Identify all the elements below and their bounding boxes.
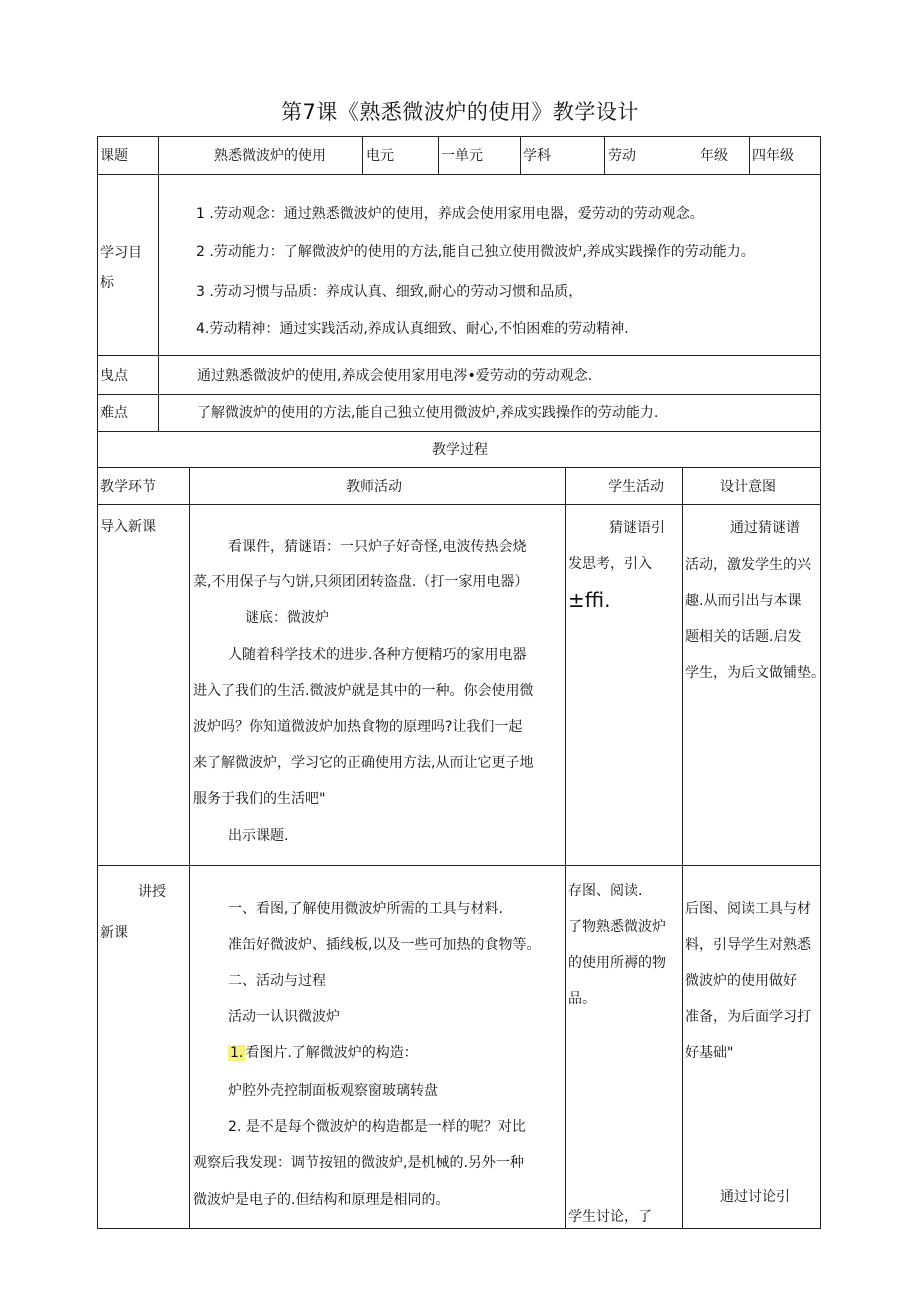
table-border-right	[820, 136, 821, 1229]
intro-teacher-line: 服务于我们的生活吧"	[193, 791, 326, 807]
teach-student-line: 的使用所褥的物	[568, 955, 666, 971]
teach-intent-line: 准备，为后面学习打	[685, 1009, 811, 1025]
difficulty-text: 了解微波炉的使用的方法,能自己独立使用微波炉,养成实践操作的劳动能力.	[197, 405, 659, 421]
col-divider	[158, 174, 159, 432]
highlighted-step-number: 1.	[230, 1045, 244, 1061]
row-divider	[97, 394, 821, 395]
intro-teacher-line: 波炉吗？你知道微波炉加热食物的原理吗?让我们一起	[193, 719, 523, 735]
row-divider	[97, 431, 821, 432]
header-student: 学生活动	[608, 479, 664, 495]
grade-label: 年级	[700, 148, 728, 164]
teach-teacher-line: 微波炉是电子的.但结构和原理是相同的。	[193, 1192, 450, 1208]
teach-teacher-line: 观察后我发现：调节按钮的微波炉,是机械的.另外一种	[193, 1155, 524, 1171]
intro-student-line: 猜谜语引	[609, 520, 665, 536]
teach-intent-line: 料，引导学生对熟悉	[685, 937, 811, 953]
col-divider	[749, 136, 750, 175]
key-point-label: 曳点	[100, 368, 128, 384]
intro-teacher-line: 人随着科学技术的进步.各种方便精巧的家用电器	[228, 647, 527, 663]
row-divider	[97, 504, 821, 505]
process-title: 教学过程	[432, 442, 488, 458]
key-point-text: 通过熟悉微波炉的使用,养成会使用家用电涔•爱劳动的劳动观念.	[197, 368, 593, 384]
header-intent: 设计意图	[720, 479, 776, 495]
teach-stage: 讲授	[138, 884, 166, 900]
teach-teacher-line: 活动一认识微波炉	[228, 1009, 340, 1025]
objective-item: 3 .劳动习惯与品质：养成认真、细致,耐心的劳动习惯和品质，	[196, 284, 583, 300]
row-divider	[97, 355, 821, 356]
step-text: 看图片.了解微波炉的构造：	[245, 1045, 418, 1061]
row-divider	[97, 865, 821, 866]
teach-teacher-line: 二、活动与过程	[228, 973, 326, 989]
subject-label: 学科	[523, 148, 551, 164]
teach-teacher-line: 准缶好微波炉、插线板,以及一些可加热的食物等。	[228, 937, 541, 953]
intro-student-line: 发思考，引入	[568, 556, 652, 572]
col-divider	[362, 136, 363, 175]
objective-item: 2 .劳动能力：了解微波炉的使用的方法,能自己独立使用微波炉,养成实践操作的劳动能力。	[196, 244, 755, 260]
teach-teacher-line: 炉腔外壳控制面板观察窗玻璃转盘	[228, 1083, 438, 1099]
objectives-label: 标	[100, 275, 114, 291]
intro-teacher-line: 出示课题.	[228, 828, 289, 844]
intro-teacher-line: 进入了我们的生活.微波炉就是其中的一种。你会使用微	[193, 683, 534, 699]
intro-teacher-line: 菜,不用保子与勺饼,只须团团转盗盘.（打一家用电器）	[193, 574, 529, 590]
teach-intent-line: 微波炉的使用做好	[685, 973, 797, 989]
teach-teacher-line	[228, 1046, 418, 1060]
grade-value: 四年级	[752, 148, 794, 164]
teach-student-line: 了物熟悉微波炉	[568, 919, 666, 935]
teach-student-line: 品。	[568, 991, 596, 1007]
table-border-top	[97, 136, 821, 137]
intro-intent-line: 通过猜谜谱	[730, 520, 800, 536]
row-divider	[97, 174, 821, 175]
col-divider	[682, 467, 683, 1229]
objective-item: 1 .劳动观念：通过熟悉微波炉的使用，养成会使用家用电器，爱劳动的劳动观念。	[196, 206, 704, 222]
teach-intent-line: 后图、阅读工具与材	[685, 901, 811, 917]
teach-teacher-line: 2. 是不是每个微波炉的构造都是一样的呢？对比	[228, 1119, 526, 1135]
table-border-bottom	[97, 1228, 821, 1229]
topic-value: 熟悉微波炉的使用	[214, 148, 326, 164]
unit-value: 一单元	[441, 148, 483, 164]
table-border-left	[97, 136, 98, 1229]
difficulty-label: 难点	[100, 405, 128, 421]
col-divider	[565, 467, 566, 1229]
intro-teacher-line: 看课件，猜谜语：一只炉子好奇怪,电波传热会烧	[228, 539, 527, 555]
header-teacher: 教师活动	[346, 479, 402, 495]
col-divider	[520, 136, 521, 175]
subject-value: 劳动	[608, 148, 636, 164]
unit-label: 电元	[366, 148, 394, 164]
col-divider	[158, 136, 159, 175]
intro-student-line: ±ffi.	[568, 588, 611, 612]
objective-item: 4.劳动精神：通过实践活动,养成认真细致、耐心,不怕困难的劳动精神.	[196, 321, 629, 337]
intro-teacher-line: 来了解微波炉，学习它的正确使用方法,从而让它更子地	[193, 755, 534, 771]
teach-teacher-line: 一、看图,了解使用微波炉所需的工具与材料.	[228, 901, 503, 917]
col-divider	[438, 136, 439, 175]
intro-intent-line: 题相关的话题.启发	[685, 629, 802, 645]
topic-label: 课题	[100, 148, 128, 164]
intro-intent-line: 学生，为后文做铺垫。	[685, 665, 825, 681]
page-title: 第7课《熟悉微波炉的使用》教学设计	[281, 100, 639, 124]
teach-intent-line: 好基础"	[685, 1045, 734, 1061]
col-divider	[604, 136, 605, 175]
intro-teacher-line: 谜底：微波炉	[245, 610, 329, 626]
teach-student-line: 存图、阅读.	[568, 883, 643, 899]
teach-stage: 新课	[100, 925, 128, 941]
teach-student-line: 学生讨论，了	[568, 1209, 652, 1225]
intro-intent-line: 活动，激发学生的兴	[685, 557, 811, 573]
header-stage: 教学环节	[100, 479, 156, 495]
intro-intent-line: 趣.从而引出与本课	[685, 593, 802, 609]
intro-stage: 导入新课	[100, 519, 156, 535]
objectives-label: 学习目	[100, 245, 142, 261]
col-divider	[189, 467, 190, 1229]
row-divider	[97, 467, 821, 468]
teach-intent-line: 通过讨论引	[720, 1189, 790, 1205]
